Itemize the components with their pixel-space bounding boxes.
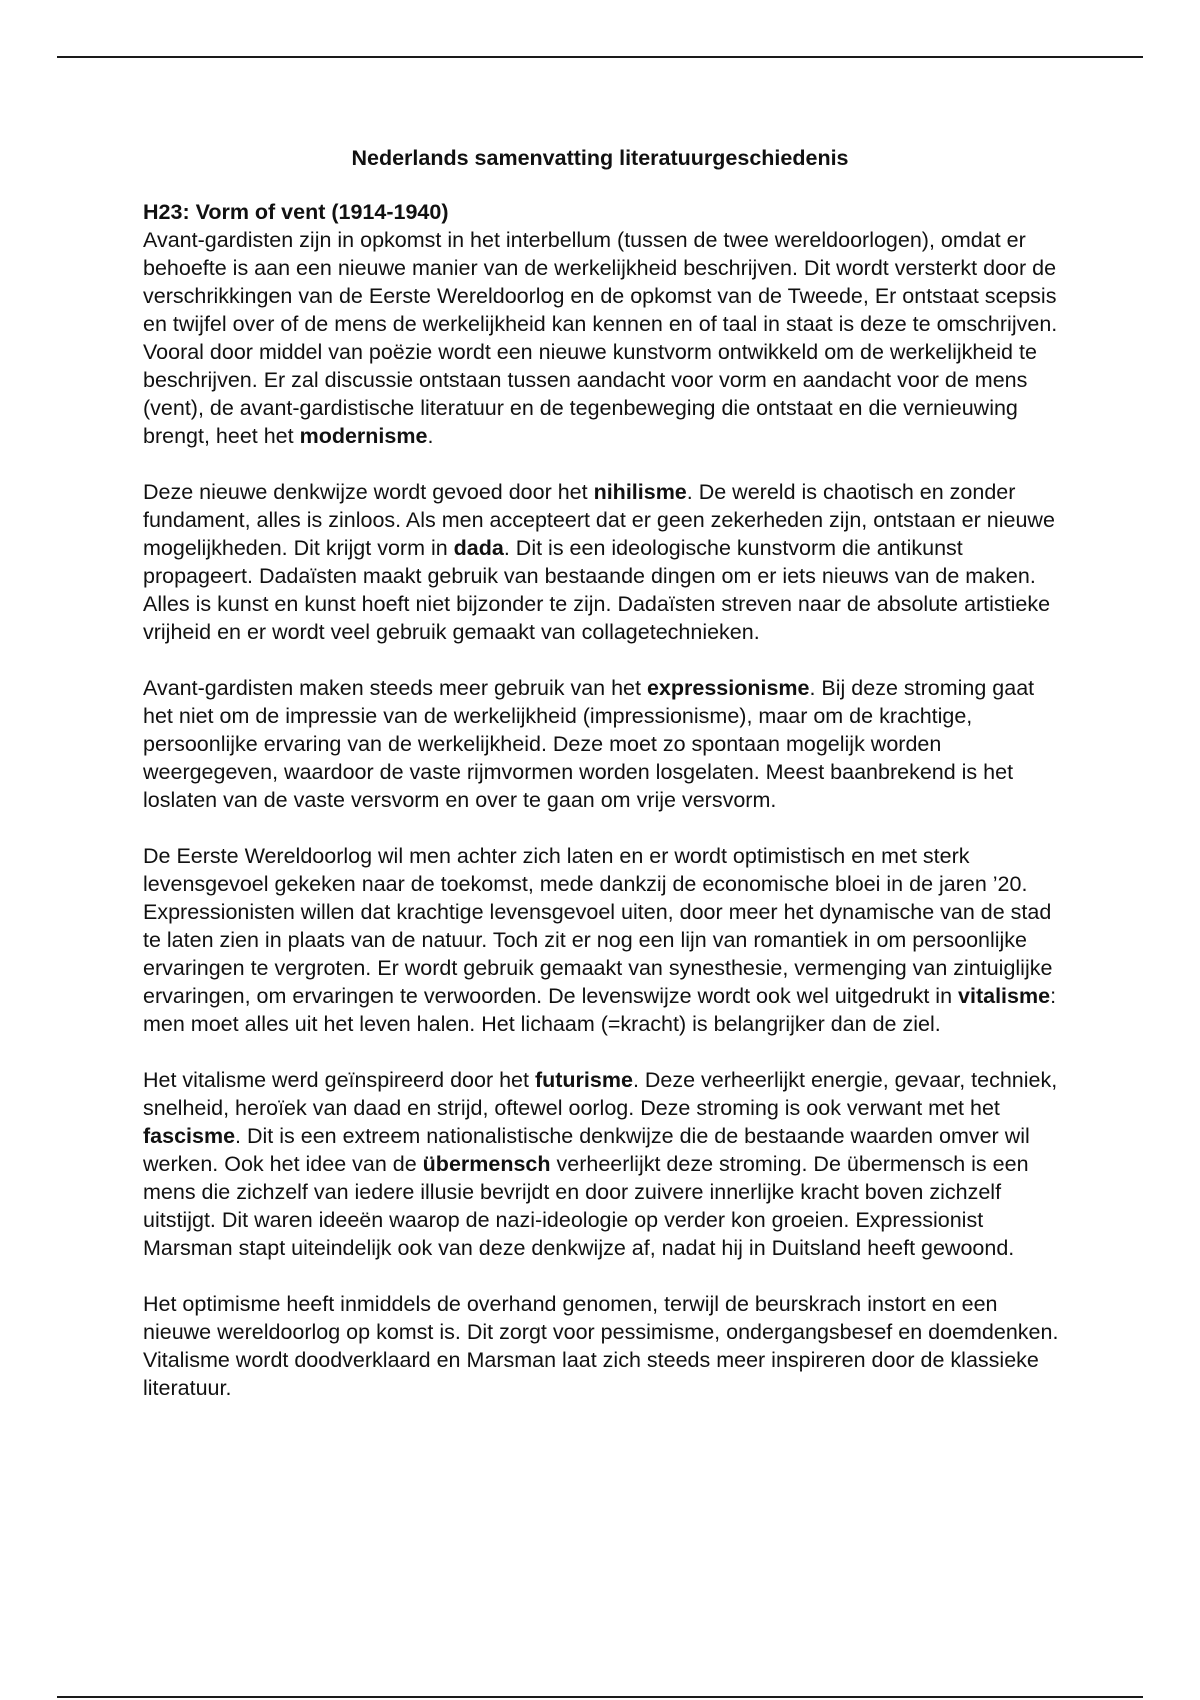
text-run: verheerlijkt deze stroming. De übermensch is een mens die zichzelf van iedere illusie bevrijdt en door zuivere innerlijke kracht boven zichzelf uitstijgt. Dit waren ideeën waarop de nazi-ideologie op verder kon groeien. Expressionist Marsman stapt uiteindelijk ook van deze denkwijze af, nadat hij in Duitsland heeft gewoond. bbox=[143, 1152, 1029, 1260]
bold-term: modernisme bbox=[299, 424, 428, 448]
text-run: . Dit is een extreem nationalistische denkwijze die de bestaande waarden omver wil werken. Ook het idee van de bbox=[143, 1124, 1030, 1176]
section-heading: H23: Vorm of vent (1914-1940) bbox=[143, 200, 449, 224]
bold-term: vitalisme bbox=[958, 984, 1051, 1008]
text-run: Deze nieuwe denkwijze wordt gevoed door het bbox=[143, 480, 594, 504]
text-run: : men moet alles uit het leven halen. Het lichaam (=kracht) is belangrijker dan de ziel. bbox=[143, 984, 1057, 1036]
text-run: Avant-gardisten maken steeds meer gebruik van het bbox=[143, 676, 647, 700]
body-paragraph bbox=[143, 1066, 1063, 1262]
document-body bbox=[143, 198, 1063, 1430]
bold-term: dada bbox=[453, 536, 504, 560]
text-run: . Bij deze stroming gaat het niet om de impressie van de werkelijkheid (impressionisme), maar om de krachtige, persoonlijke ervaring van de werkelijkheid. Deze moet zo spontaan mogelijk worden weergegeven, waardoor de vaste rijmvormen worden losgelaten. Meest baanbrekend is het loslaten van de vaste versvorm en over te gaan om vrije versvorm. bbox=[143, 676, 1035, 812]
bottom-rule bbox=[57, 1696, 1143, 1698]
text-run: . bbox=[427, 424, 434, 448]
body-paragraph bbox=[143, 478, 1063, 646]
bold-term: fascisme bbox=[143, 1124, 236, 1148]
body-paragraph bbox=[143, 842, 1063, 1038]
body-paragraph bbox=[143, 674, 1063, 814]
paragraph-list bbox=[143, 226, 1063, 1402]
document-title: Nederlands samenvatting literatuurgeschiedenis bbox=[351, 146, 849, 170]
text-run: De Eerste Wereldoorlog wil men achter zich laten en er wordt optimistisch en met sterk levensgevoel gekeken naar de toekomst, mede dankzij de economische bloei in de jaren ’20. Expressionisten willen dat krachtige levensgevoel uiten, door meer het dynamische van de stad te laten zien in plaats van de natuur. Toch zit er nog een lijn van romantiek in om persoonlijke ervaringen te vergroten. Er wordt gebruik gemaakt van synesthesie, vermenging van zintuiglijke ervaringen, om ervaringen te verwoorden. De levenswijze wordt ook wel uitgedrukt in bbox=[143, 844, 1053, 1008]
body-paragraph bbox=[143, 226, 1063, 450]
text-run: Avant-gardisten zijn in opkomst in het interbellum (tussen de twee wereldoorlogen), omdat er behoefte is aan een nieuwe manier van de werkelijkheid beschrijven. Dit wordt versterkt door de verschrikkingen van de Eerste Wereldoorlog en de opkomst van de Tweede, Er ontstaat scepsis en twijfel over of de mens de werkelijkheid kan kennen en of taal in staat is deze te omschrijven. Vooral door middel van poëzie wordt een nieuwe kunstvorm ontwikkeld om de werkelijkheid te beschrijven. Er zal discussie ontstaan tussen aandacht voor vorm en aandacht voor de mens (vent), de avant-gardistische literatuur en de tegenbeweging die ontstaat en die vernieuwing brengt, heet het bbox=[143, 228, 1058, 448]
top-rule bbox=[57, 56, 1143, 58]
text-run: . Dit is een ideologische kunstvorm die antikunst propageert. Dadaïsten maakt gebruik van bestaande dingen om er iets nieuws van de maken. Alles is kunst en kunst hoeft niet bijzonder te zijn. Dadaïsten streven naar de absolute artistieke vrijheid en er wordt veel gebruik gemaakt van collagetechnieken. bbox=[143, 536, 1051, 644]
bold-term: nihilisme bbox=[593, 480, 687, 504]
bold-term: futurisme bbox=[534, 1068, 633, 1092]
bold-term: expressionisme bbox=[646, 676, 810, 700]
text-run: . Deze verheerlijkt energie, gevaar, techniek, snelheid, heroïek van daad en strijd, oftewel oorlog. Deze stroming is ook verwant met het bbox=[143, 1068, 1058, 1120]
bold-term: übermensch bbox=[422, 1152, 551, 1176]
text-run: . De wereld is chaotisch en zonder fundament, alles is zinloos. Als men accepteert dat er geen zekerheden zijn, ontstaan er nieuwe mogelijkheden. Dit krijgt vorm in bbox=[143, 480, 1055, 560]
text-run: Het vitalisme werd geïnspireerd door het bbox=[143, 1068, 535, 1092]
text-run: Het optimisme heeft inmiddels de overhand genomen, terwijl de beurskrach instort en een nieuwe wereldoorlog op komst is. Dit zorgt voor pessimisme, ondergangsbesef en doemdenken. Vitalisme wordt doodverklaard en Marsman laat zich steeds meer inspireren door de klassieke literatuur. bbox=[143, 1292, 1059, 1400]
body-paragraph bbox=[143, 1290, 1063, 1402]
